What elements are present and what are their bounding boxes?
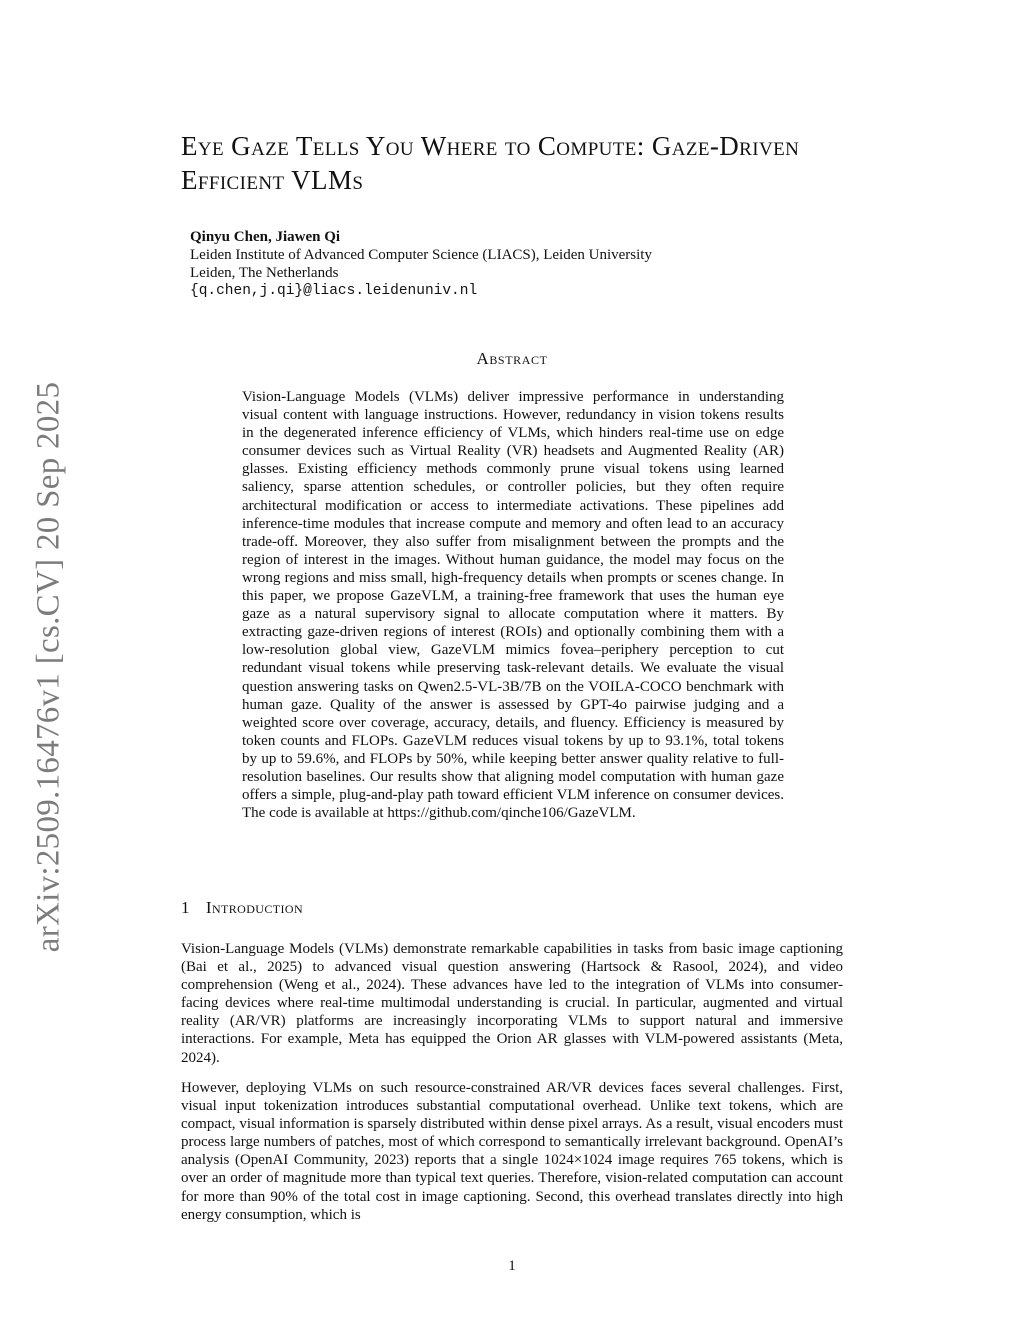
abstract-text: Vision-Language Models (VLMs) deliver impressive performance in understanding visual content with language instructions. However, redundancy in vision tokens results in the degenerated inference efficiency of VLMs, which hinders real-time use on edge consumer devices such as Virtual Reality (VR) headsets and Augmented Reality (AR) glasses. Existing efficiency methods commonly prune visual tokens using learned saliency, sparse attention schedules, or controller policies, but they often require architectural modification or access to intermediate activations. These pipelines add inference-time modules that increase compute and memory and often lead to an accuracy trade-off. Moreover, they also suffer from misalignment between the prompts and the region of interest in the images. Without human guidance, the model may focus on the wrong regions and miss small, high-frequency details when prompts or scenes change. In this paper, we propose GazeVLM, a training-free framework that uses the human eye gaze as a natural supervisory signal to allocate computation where it matters. By extracting gaze-driven regions of interest (ROIs) and optionally combining them with a low-resolution global view, GazeVLM mimics fovea–periphery perception to cut redundant visual tokens while preserving task-relevant details. We evaluate the visual question answering tasks on Qwen2.5-VL-3B/7B on the VOILA-COCO benchmark with human gaze. Quality of the answer is assessed by GPT-4o pairwise judging and a weighted score over coverage, accuracy, details, and fluency. Efficiency is measured by token counts and FLOPs. GazeVLM reduces visual tokens by up to 93.1%, total tokens by up to 59.6%, and FLOPs by 50%, while keeping better answer quality relative to full-resolution baselines. Our results show that aligning model computation with human gaze offers a simple, plug-and-play path toward efficient VLM inference on consumer devices. The code is available at https://github.com/qinche106/GazeVLM.: [242, 389, 784, 822]
author-email: {q.chen,j.qi}@liacs.leidenuniv.nl: [190, 283, 478, 299]
section-number: 1: [181, 898, 190, 917]
intro-paragraph-2: However, deploying VLMs on such resource-constrained AR/VR devices faces several challenges. First, visual input tokenization introduces substantial computational overhead. Unlike text tokens, which are compact, visual information is sparsely distributed within dense pixel arrays. As a result, visual encoders must process large numbers of patches, most of which correspond to semantically irrelevant background. OpenAI’s analysis (OpenAI Community, 2023) reports that a single 1024×1024 image requires 765 tokens, which is over an order of magnitude more than typical text queries. Therefore, vision-related computation can account for more than 90% of the total cost in image captioning. Second, this overhead translates directly into high energy consumption, which is: [181, 1080, 843, 1223]
intro-paragraph-1: Vision-Language Models (VLMs) demonstrate remarkable capabilities in tasks from basic image captioning (Bai et al., 2025) to advanced visual question answering (Hartsock & Rasool, 2024), and video comprehension (Weng et al., 2024). These advances have led to the integration of VLMs into consumer-facing devices where real-time multimodal understanding is crucial. In particular, augmented and virtual reality (AR/VR) platforms are increasingly incorporating VLMs to support natural and immersive interactions. For example, Meta has equipped the Orion AR glasses with VLM-powered assistants (Meta, 2024).: [181, 941, 843, 1066]
arxiv-identifier: arXiv:2509.16476v1 [cs.CV] 20 Sep 2025: [30, 381, 67, 953]
author-block: [190, 228, 830, 300]
section-heading-introduction: [181, 898, 303, 918]
abstract-heading: Abstract: [476, 349, 548, 368]
arxiv-sidebar: [8, 372, 90, 962]
paper-title: Eye Gaze Tells You Where to Compute: Gaze-Driven Efficient VLMs: [181, 131, 800, 195]
page-number: 1: [508, 1258, 516, 1274]
affiliation-line-2: Leiden, The Netherlands: [190, 265, 339, 281]
author-names: Qinyu Chen, Jiawen Qi: [190, 229, 341, 245]
section-title: Introduction: [205, 898, 304, 917]
affiliation-line-1: Leiden Institute of Advanced Computer Science (LIACS), Leiden University: [190, 247, 652, 263]
